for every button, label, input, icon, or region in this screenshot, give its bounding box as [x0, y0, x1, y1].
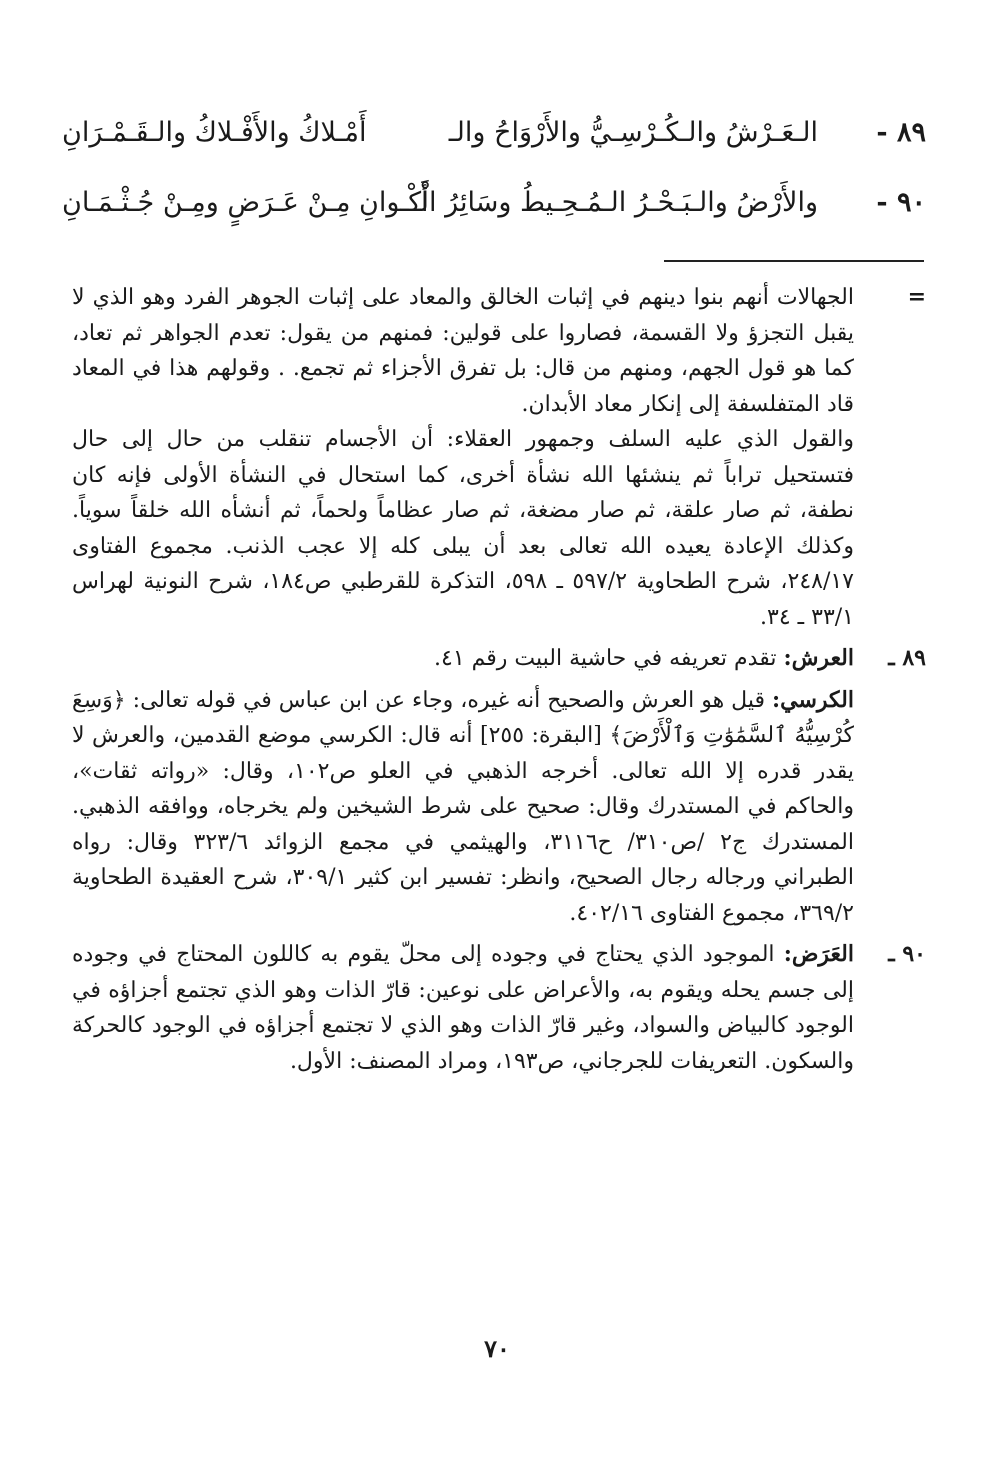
verse-first-hemistich: الـعَـرْشُ والـكُـرْسِـيُّ والأَرْوَاحُ والـ [448, 117, 818, 148]
verse-second-hemistich: أَكْـوانِ مِـنْ عَـرَضٍ ومِـنْ جُـثْـمَـانِ [62, 187, 429, 218]
verse-number: ٨٩ - [876, 117, 926, 148]
verse-first-hemistich: والأَرْضُ والـبَـحْـرُ الـمُـحِـيطُ وسَائِرُ الْـ [412, 187, 818, 218]
verse-90 [62, 178, 926, 228]
footnote-89-arsh [72, 641, 926, 677]
footnote-term: العَرَض: [783, 941, 854, 967]
page-number: ٧٠ [484, 1334, 510, 1363]
verse-second-hemistich: أَمْـلاكُ والأَفْـلاكُ والـقَـمْـرَانِ [62, 117, 367, 148]
footnote-89-kursi [72, 683, 926, 932]
footnote-continuation [72, 280, 926, 635]
footnote-paragraph: الجهالات أنهم بنوا دينهم في إثبات الخالق والمعاد على إثبات الجوهر الفرد وهو الذي لا يقبل التجزؤ ولا القسمة، فصاروا على قولين: فمنهم من يقول: تعدم الجواهر ثم تعاد، كما هو قول الجهم، ومنهم من قال: بل تفرق الأجزاء ثم تجمع. . وقولهم هذا في المعاد قاد المتفلسفة إلى إنكار معاد الأبدان. [72, 285, 854, 417]
continuation-marker: = [907, 284, 926, 310]
footnote-number: ٩٠ ـ [888, 941, 926, 967]
footnotes [72, 280, 926, 1085]
footnote-term: الكرسي: [772, 686, 854, 713]
verse-89 [62, 108, 926, 158]
footnote-number: ٨٩ ـ [888, 645, 926, 671]
footnote-paragraph: والقول الذي عليه السلف وجمهور العقلاء: أن الأجسام تنقلب من حال إلى حال فتستحيل تراباً ثم ينشئها الله نشأة أخرى، كما استحال في النشأة الأولى فإنه كان نطفة، ثم صار علقة، ثم صار مضغة، ثم صار عظاماً ولحماً، ثم أنشأه الله خلقاً سوياً. وكذلك الإعادة يعيده الله تعالى بعد أن يبلى كله إلا عجب الذنب. مجموع الفتاوى ٢٤٨/١٧، شرح الطحاوية ٥٩٧/٢ ـ ٥٩٨، التذكرة للقرطبي ص١٨٤، شرح النونية لهراس ٣٣/١ ـ ٣٤. [72, 427, 854, 630]
footnote-text: الموجود الذي يحتاج في وجوده إلى محلّ يقوم به كاللون المحتاج في وجوده إلى جسم يحله ويقوم به، والأعراض على نوعين: قارّ الذات وهو الذي تجتمع أجزاؤه في الوجود كالبياض والسواد، وغير قارّ الذات وهو الذي لا تجتمع أجزاؤه في الوجود كالحركة والسكون. التعريفات للجرجاني، ص١٩٣، ومراد المصنف: الأول. [72, 942, 854, 1074]
footnote-term: العرش: [783, 645, 854, 671]
footnote-text: قيل هو العرش والصحيح أنه غيره، وجاء عن ابن عباس في قوله تعالى: ﴿وَسِعَ كُرْسِيُّهُ ٱلسَّمَٰوَٰتِ وَٱلْأَرْضَ﴾ [البقرة: ٢٥٥] أنه قال: الكرسي موضع القدمين، والعرش لا يقدر قدره إلا الله تعالى. أخرجه الذهبي في العلو ص١٠٢، وقال: «رواته ثقات»، والحاكم في المستدرك وقال: صحيح على شرط الشيخين ولم يخرجاه، ووافقه الذهبي. المستدرك ج٢ /ص٣١٠/ ح٣١١٦، والهيثمي في مجمع الزوائد ٣٢٣/٦ وقال: رواه الطبراني ورجاله رجال الصحيح، وانظر: تفسير ابن كثير ٣٠٩/١، شرح العقيدة الطحاوية ٣٦٩/٢، مجموع الفتاوى ٤٠٢/١٦. [72, 687, 855, 926]
footnote-separator [664, 260, 924, 262]
verse-number: ٩٠ - [876, 187, 926, 218]
footnote-text: تقدم تعريفه في حاشية البيت رقم ٤١. [434, 646, 784, 671]
footnote-90-arad [72, 937, 926, 1079]
